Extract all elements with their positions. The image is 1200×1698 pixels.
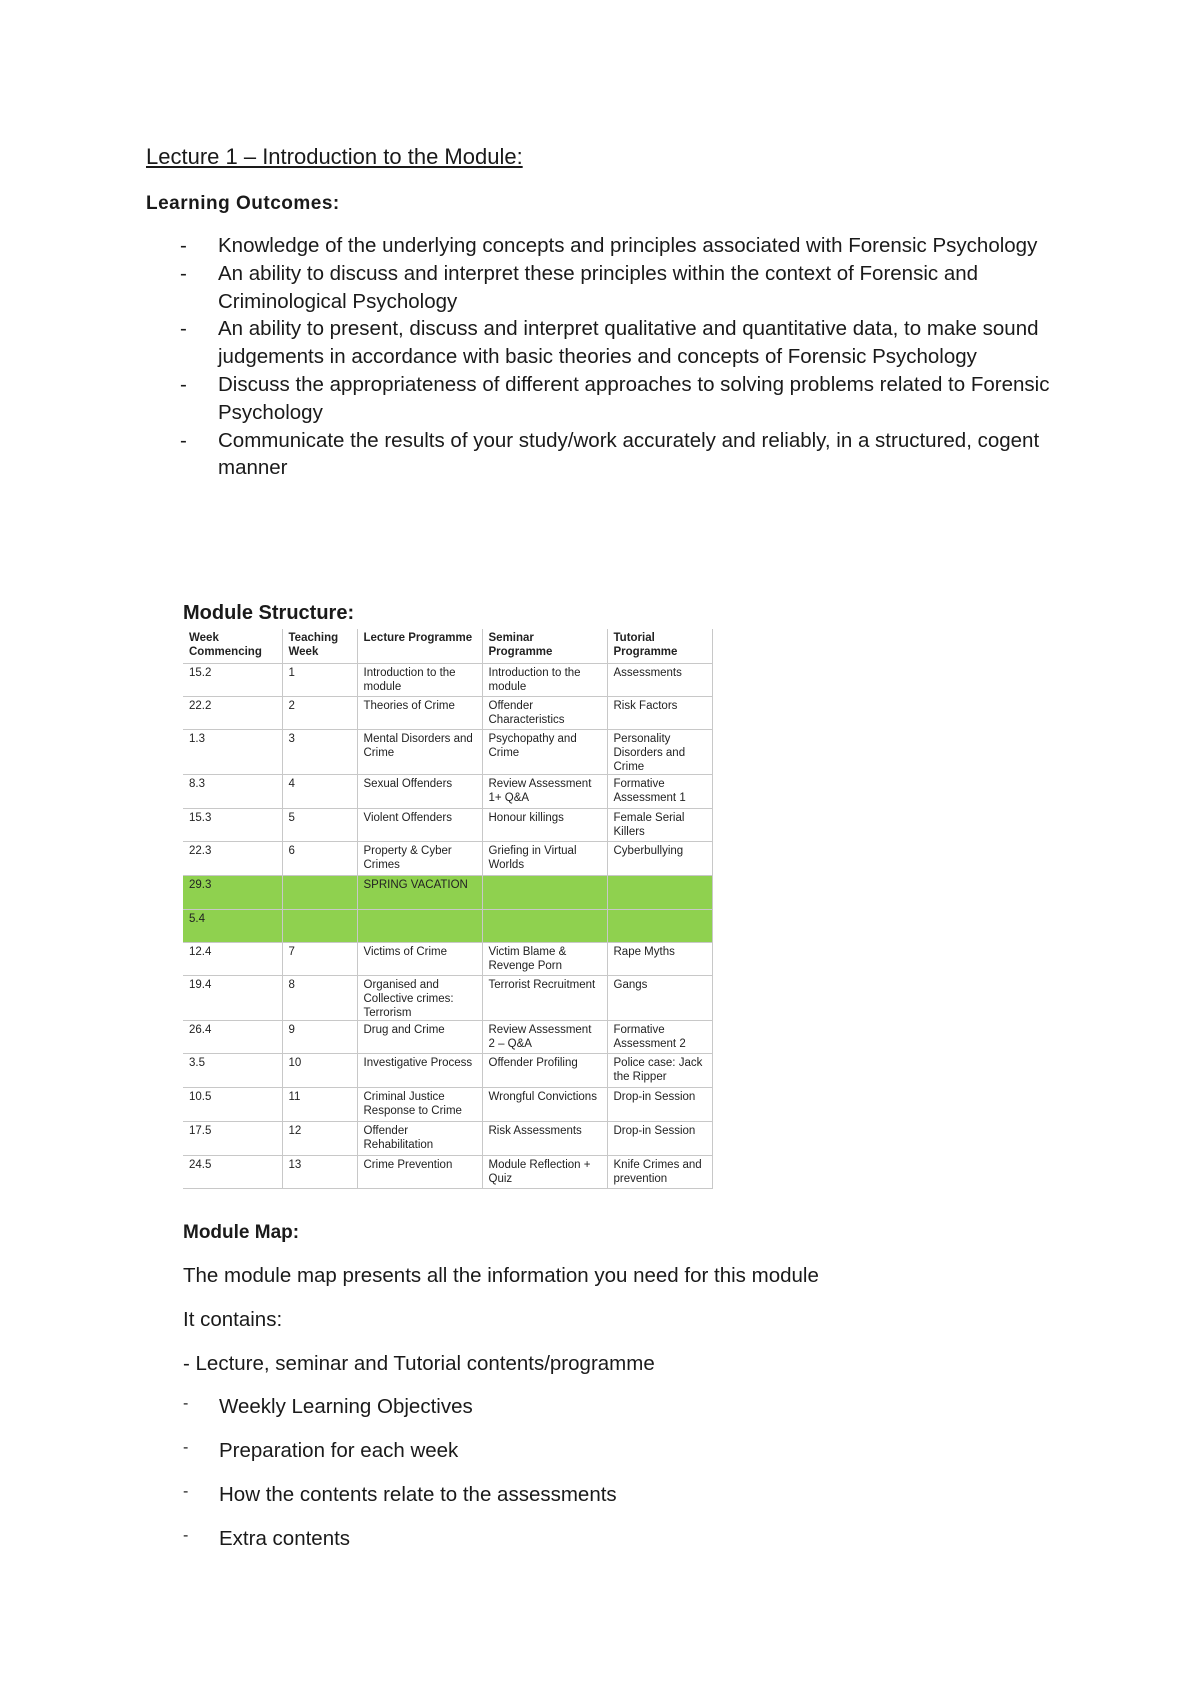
table-cell: 15.2 <box>183 664 282 697</box>
module-map-contains: It contains: <box>183 1308 283 1331</box>
table-cell: 26.4 <box>183 1021 282 1054</box>
table-cell <box>357 910 482 943</box>
table-cell: Drug and Crime <box>357 1021 482 1054</box>
table-cell: 1 <box>282 664 357 697</box>
module-map-list <box>183 1395 617 1571</box>
module-structure-table <box>183 629 713 1189</box>
table-cell <box>482 910 607 943</box>
table-cell: Rape Myths <box>607 943 712 976</box>
outcome-text: An ability to present, discuss and interpret qualitative and quantitative data, to make sound judgements in accordance with basic theories and concepts of Forensic Psychology <box>218 317 1039 369</box>
dash-bullet-icon: - <box>183 1439 189 1456</box>
list-item <box>183 1483 617 1527</box>
table-cell: Offender Characteristics <box>482 697 607 730</box>
table-row-vacation <box>183 910 712 943</box>
table-cell: 5 <box>282 809 357 842</box>
table-cell: Terrorist Recruitment <box>482 976 607 1021</box>
table-cell: 3 <box>282 730 357 775</box>
table-row <box>183 775 712 809</box>
table-cell: 10.5 <box>183 1088 282 1122</box>
module-map-first-item: - Lecture, seminar and Tutorial contents/programme <box>183 1352 655 1375</box>
dash-bullet-icon: - <box>183 1527 189 1544</box>
list-item <box>183 1395 617 1439</box>
table-cell: 22.3 <box>183 842 282 876</box>
outcome-text: Communicate the results of your study/work accurately and reliably, in a structured, cogent manner <box>218 428 1040 480</box>
table-cell: 4 <box>282 775 357 809</box>
table-cell: Gangs <box>607 976 712 1021</box>
table-cell: Offender Profiling <box>482 1054 607 1088</box>
table-cell: Organised and Collective crimes: Terrorism <box>357 976 482 1021</box>
table-row <box>183 842 712 876</box>
table-cell: 8 <box>282 976 357 1021</box>
table-cell: Police case: Jack the Ripper <box>607 1054 712 1088</box>
learning-outcomes-heading: Learning Outcomes: <box>146 193 340 214</box>
table-cell: 12.4 <box>183 943 282 976</box>
outcome-text: Discuss the appropriateness of different approaches to solving problems related to Forensic Psychology <box>218 372 1050 424</box>
table-row <box>183 943 712 976</box>
table-cell: Criminal Justice Response to Crime <box>357 1088 482 1122</box>
table-cell: Griefing in Virtual Worlds <box>482 842 607 876</box>
table-cell: Drop-in Session <box>607 1088 712 1122</box>
table-cell: Cyberbullying <box>607 842 712 876</box>
column-header: Tutorial Programme <box>607 629 712 664</box>
table-cell: Formative Assessment 1 <box>607 775 712 809</box>
map-item-text: How the contents relate to the assessments <box>219 1483 617 1506</box>
column-header: Lecture Programme <box>357 629 482 664</box>
dash-bullet-icon: - <box>180 261 187 285</box>
page-title: Lecture 1 – Introduction to the Module: <box>146 144 523 169</box>
table-cell: Risk Factors <box>607 697 712 730</box>
table-cell: 12 <box>282 1122 357 1156</box>
table-cell: 17.5 <box>183 1122 282 1156</box>
dash-bullet-icon: - <box>183 1395 189 1412</box>
dash-bullet-icon: - <box>180 234 187 257</box>
list-item <box>180 427 1060 483</box>
table-cell: Sexual Offenders <box>357 775 482 809</box>
table-cell: 10 <box>282 1054 357 1088</box>
list-item <box>180 260 1060 316</box>
table-cell <box>607 910 712 943</box>
table-cell: Assessments <box>607 664 712 697</box>
table-cell: Psychopathy and Crime <box>482 730 607 775</box>
list-item <box>183 1439 617 1483</box>
table-cell: 2 <box>282 697 357 730</box>
table-row <box>183 1021 712 1054</box>
table-row <box>183 664 712 697</box>
list-item <box>183 1527 617 1571</box>
list-item <box>180 232 1060 260</box>
module-map-heading: Module Map: <box>183 1222 300 1243</box>
dash-bullet-icon: - <box>180 317 187 341</box>
table-row <box>183 730 712 775</box>
table-cell: Personality Disorders and Crime <box>607 730 712 775</box>
column-header: Teaching Week <box>282 629 357 664</box>
table-cell: Formative Assessment 2 <box>607 1021 712 1054</box>
table-cell: 3.5 <box>183 1054 282 1088</box>
outcome-text: Knowledge of the underlying concepts and principles associated with Forensic Psychology <box>218 234 1038 257</box>
table-row <box>183 1054 712 1088</box>
column-header: Seminar Programme <box>482 629 607 664</box>
map-item-text: Preparation for each week <box>219 1439 459 1462</box>
map-item-text: Weekly Learning Objectives <box>219 1395 473 1418</box>
dash-bullet-icon: - <box>183 1483 189 1500</box>
outcome-text: An ability to discuss and interpret these principles within the context of Forensic and Criminological Psychology <box>218 261 979 313</box>
table-cell: 22.2 <box>183 697 282 730</box>
table-cell: Drop-in Session <box>607 1122 712 1156</box>
table-cell: Risk Assessments <box>482 1122 607 1156</box>
table-cell: 8.3 <box>183 775 282 809</box>
table-cell: Introduction to the module <box>357 664 482 697</box>
table-cell: Female Serial Killers <box>607 809 712 842</box>
table-header-row <box>183 629 712 664</box>
table-cell: Review Assessment 2 – Q&A <box>482 1021 607 1054</box>
table-cell: 24.5 <box>183 1156 282 1189</box>
table-row <box>183 697 712 730</box>
table-cell: Mental Disorders and Crime <box>357 730 482 775</box>
learning-outcomes-list <box>180 232 1060 482</box>
column-header: Week Commencing <box>183 629 282 664</box>
table-cell: Module Reflection + Quiz <box>482 1156 607 1189</box>
table-cell: Wrongful Convictions <box>482 1088 607 1122</box>
table-cell: SPRING VACATION <box>357 876 482 910</box>
table-cell: Honour killings <box>482 809 607 842</box>
table-cell: Theories of Crime <box>357 697 482 730</box>
dash-bullet-icon: - <box>180 372 187 396</box>
table-cell <box>482 876 607 910</box>
table-cell: Introduction to the module <box>482 664 607 697</box>
table-cell: 5.4 <box>183 910 282 943</box>
table-cell: 9 <box>282 1021 357 1054</box>
dash-bullet-icon: - <box>180 428 187 452</box>
table-cell: 6 <box>282 842 357 876</box>
table-cell: 7 <box>282 943 357 976</box>
table-cell: 1.3 <box>183 730 282 775</box>
table-cell <box>607 876 712 910</box>
table-cell: 15.3 <box>183 809 282 842</box>
table-cell <box>282 910 357 943</box>
table-cell: Review Assessment 1+ Q&A <box>482 775 607 809</box>
table-cell: Victims of Crime <box>357 943 482 976</box>
table-cell: Knife Crimes and prevention <box>607 1156 712 1189</box>
list-item <box>180 371 1060 427</box>
list-item <box>180 315 1060 371</box>
table-cell: Crime Prevention <box>357 1156 482 1189</box>
module-map-intro: The module map presents all the information you need for this module <box>183 1264 819 1287</box>
table-cell: Investigative Process <box>357 1054 482 1088</box>
table-row <box>183 1156 712 1189</box>
table-cell: Victim Blame & Revenge Porn <box>482 943 607 976</box>
table-cell <box>282 876 357 910</box>
table-row <box>183 1088 712 1122</box>
table-row <box>183 1122 712 1156</box>
table-cell: 13 <box>282 1156 357 1189</box>
table-cell: Offender Rehabilitation <box>357 1122 482 1156</box>
table-cell: Violent Offenders <box>357 809 482 842</box>
table-cell: 11 <box>282 1088 357 1122</box>
table-row <box>183 976 712 1021</box>
table-cell: 19.4 <box>183 976 282 1021</box>
table-row <box>183 809 712 842</box>
map-item-text: Extra contents <box>219 1527 351 1550</box>
table-cell: Property & Cyber Crimes <box>357 842 482 876</box>
table-cell: 29.3 <box>183 876 282 910</box>
module-structure-heading: Module Structure: <box>183 602 355 624</box>
table-row-vacation <box>183 876 712 910</box>
